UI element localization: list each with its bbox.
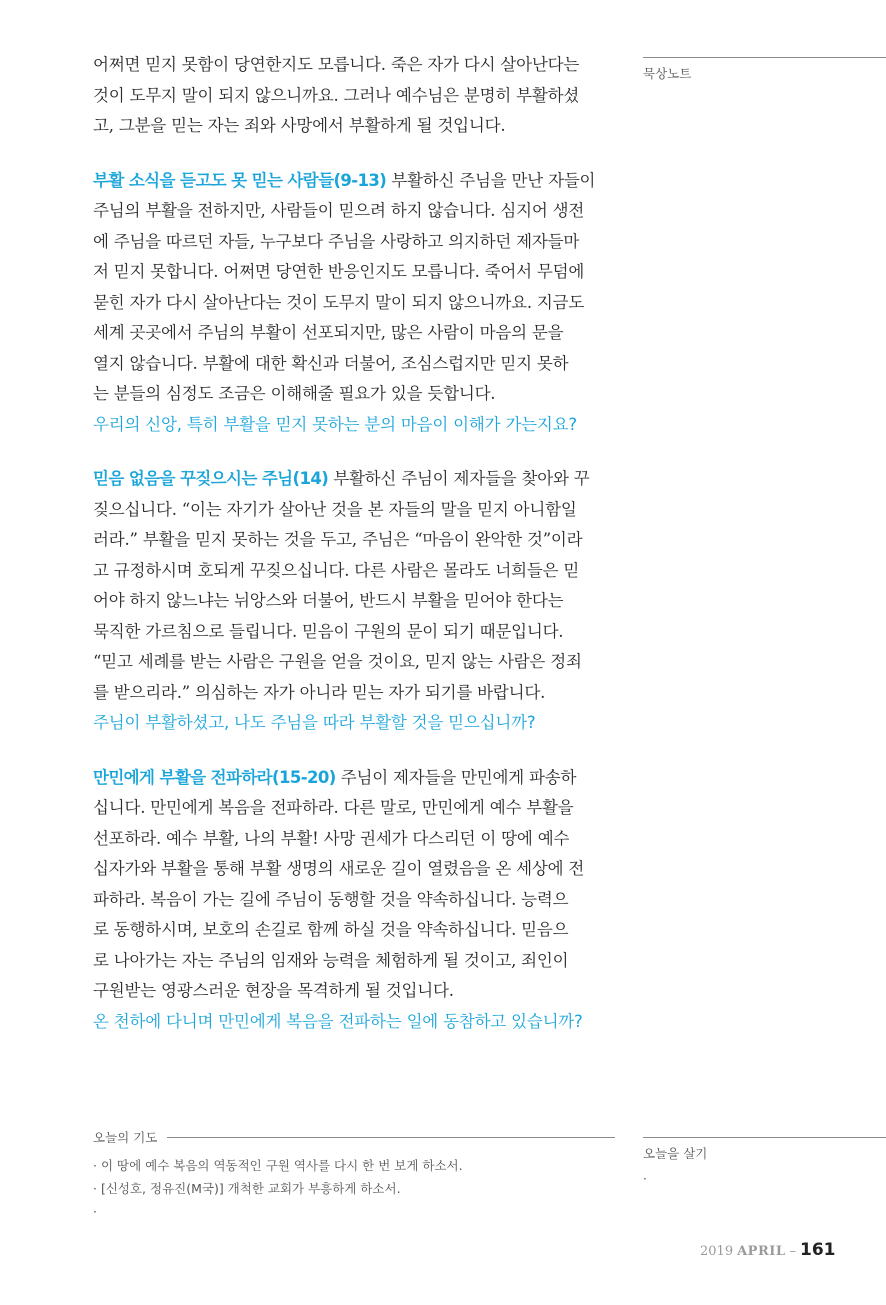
text-line: “믿고 세례를 받는 사람은 구원을 얻을 것이요, 믿지 않는 사람은 정죄	[93, 652, 582, 671]
text-line: 십니다. 만민에게 복음을 전파하라. 다른 말로, 만민에게 예수 부활을	[93, 798, 574, 817]
text-run: 주님이 제자들을 만민에게 파송하	[335, 767, 577, 787]
meditation-notes-title: 묵상노트	[643, 66, 692, 81]
text-line: 것이 도무지 말이 되지 않으니까요. 그러나 예수님은 분명히 부활하셨	[93, 85, 580, 105]
text-line	[93, 763, 615, 794]
text-line: 어쩌면 믿지 못함이 당연한지도 모릅니다. 죽은 자가 다시 살아난다는	[93, 55, 580, 74]
text-line: 묻힌 자가 다시 살아난다는 것이 도무지 말이 되지 않으니까요. 지금도	[93, 292, 585, 312]
section-heading: 부활 소식을 듣고도 못 믿는 사람들(9-13)	[93, 170, 387, 190]
main-column	[93, 50, 615, 1037]
text-line: 묵직한 가르침으로 들립니다. 믿음이 구원의 문이 되기 때문입니다.	[93, 621, 564, 641]
prayer-item: ·	[93, 1204, 97, 1219]
text-line: 파하라. 복음이 가는 길에 주님이 동행할 것을 약속하십니다. 능력으	[93, 889, 569, 909]
footer-month: APRIL	[737, 1244, 786, 1259]
text-line: 러라.” 부활을 믿지 못하는 것을 두고, 주님은 “마음이 완악한 것”이라	[93, 530, 583, 549]
footer-dash: –	[789, 1244, 796, 1259]
section-rebuke	[93, 464, 615, 739]
living-today-bullet: ·	[643, 1172, 647, 1186]
reflection-question: 우리의 신앙, 특히 부활을 믿지 못하는 분의 마음이 이해가 가는지요?	[93, 414, 577, 434]
section-heading: 믿음 없음을 꾸짖으시는 주님(14)	[93, 469, 329, 488]
page-number: 161	[799, 1240, 836, 1260]
reflection-question: 온 천하에 다니며 만민에게 복음을 전파하는 일에 동참하고 있습니까?	[93, 1011, 583, 1031]
prayer-header	[93, 1128, 615, 1146]
section-proclaim	[93, 763, 615, 1038]
text-line: 고, 그분을 믿는 자는 죄와 사망에서 부활하게 될 것입니다.	[93, 116, 506, 135]
prayer-item: · [신성호, 정유진(M국)] 개척한 교회가 부흥하게 하소서.	[93, 1181, 401, 1196]
intro-paragraph	[93, 50, 615, 142]
text-line: 열지 않습니다. 부활에 대한 확신과 더불어, 조심스럽지만 믿지 못하	[93, 353, 569, 373]
text-line: 로 나아가는 자는 주님의 임재와 능력을 체험하게 될 것이고, 죄인이	[93, 950, 569, 970]
text-run: 부활하신 주님이 제자들을 찾아와 꾸	[328, 469, 590, 488]
living-today-label	[643, 1137, 886, 1186]
page-footer	[700, 1240, 835, 1260]
text-line: 는 분들의 심정도 조금은 이해해줄 필요가 있을 듯합니다.	[93, 384, 496, 403]
text-line: 십자가와 부활을 통해 부활 생명의 새로운 길이 열렸음을 온 세상에 전	[93, 859, 585, 878]
text-line: 주님의 부활을 전하지만, 사람들이 믿으려 하지 않습니다. 심지어 생전	[93, 201, 585, 220]
text-line: 선포하라. 예수 부활, 나의 부활! 사망 권세가 다스리던 이 땅에 예수	[93, 828, 570, 848]
text-line: 짖으십니다. “이는 자기가 살아난 것을 본 자들의 말을 믿지 아니함일	[93, 499, 577, 519]
text-line: 어야 하지 않느냐는 뉘앙스와 더불어, 반드시 부활을 믿어야 한다는	[93, 591, 564, 610]
living-today-title: 오늘을 살기	[643, 1146, 708, 1161]
text-line: 구원받는 영광스러운 현장을 목격하게 될 것입니다.	[93, 981, 454, 1000]
prayer-title: 오늘의 기도	[93, 1130, 158, 1145]
reflection-question: 주님이 부활하셨고, 나도 주님을 따라 부활할 것을 믿으십니까?	[93, 713, 536, 732]
prayer-divider	[167, 1137, 615, 1138]
prayer-section	[93, 1128, 615, 1223]
text-line: 를 받으리라.” 의심하는 자가 아니라 믿는 자가 되기를 바랍니다.	[93, 682, 546, 702]
prayer-list	[93, 1154, 615, 1223]
text-line: 세계 곳곳에서 주님의 부활이 선포되지만, 많은 사람이 마음의 문을	[93, 323, 564, 342]
text-line	[93, 166, 615, 197]
section-unbelief	[93, 166, 615, 441]
text-line: 고 규정하시며 호되게 꾸짖으십니다. 다른 사람은 몰라도 너희들은 믿	[93, 560, 580, 580]
text-line: 로 동행하시며, 보호의 손길로 함께 하실 것을 약속하십니다. 믿음으	[93, 920, 569, 939]
text-line	[93, 464, 615, 495]
meditation-notes-label	[643, 57, 886, 82]
text-run: 부활하신 주님을 만난 자들이	[386, 170, 596, 190]
prayer-item: · 이 땅에 예수 복음의 역동적인 구원 역사를 다시 한 번 보게 하소서.	[93, 1158, 463, 1173]
section-heading: 만민에게 부활을 전파하라(15-20)	[93, 767, 336, 787]
text-line: 저 믿지 못합니다. 어쩌면 당연한 반응인지도 모릅니다. 죽어서 무덤에	[93, 262, 585, 281]
text-line: 에 주님을 따르던 자들, 누구보다 주님을 사랑하고 의지하던 제자들마	[93, 231, 580, 251]
footer-year: 2019	[700, 1244, 734, 1259]
